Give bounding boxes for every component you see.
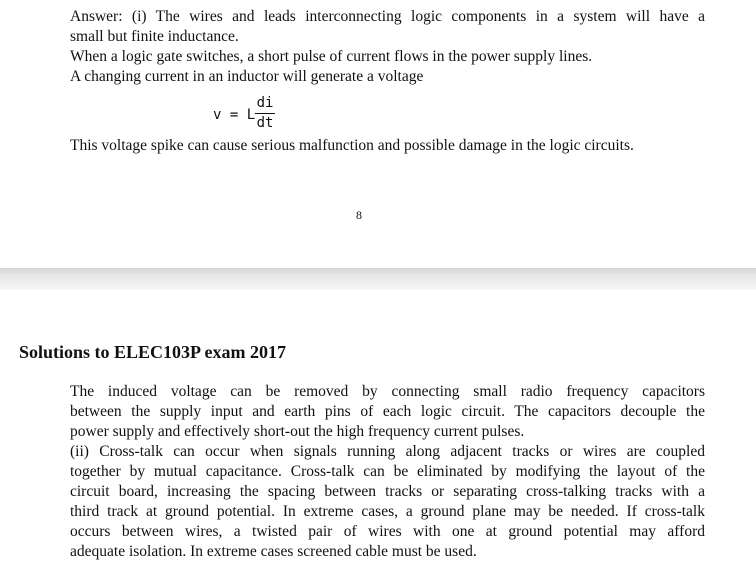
page-separator	[0, 268, 756, 290]
paragraph2-line-1: (ii) Cross-talk can occur when signals running along adjacent tracks or wires are coupled	[70, 443, 705, 460]
paragraph2-line-2: together by mutual capacitance. Cross-talk can be eliminated by modifying the layout of the	[70, 463, 705, 480]
formula-fraction	[255, 95, 275, 132]
page-heading: Solutions to ELEC103P exam 2017	[19, 342, 287, 362]
paragraph1-line-3: power supply and effectively short-out the high frequency current pulses.	[70, 423, 525, 440]
answer-line-1: Answer: (i) The wires and leads interconnecting logic components in a system will have a	[70, 8, 705, 25]
answer-line-3: When a logic gate switches, a short pulse of current flows in the power supply lines.	[70, 48, 593, 65]
answer-line-2: small but finite inductance.	[70, 28, 239, 45]
inductance-formula	[213, 95, 283, 139]
formula-denominator: dt	[256, 115, 274, 131]
answer-line-5: This voltage spike can cause serious malfunction and possible damage in the logic circuits.	[70, 137, 634, 154]
page-top	[0, 0, 756, 268]
paragraph1-line-2: between the supply input and earth pins of each logic circuit. The capacitors decouple the	[70, 403, 705, 420]
formula-lhs: v = L	[213, 107, 256, 123]
paragraph2-line-3: circuit board, increasing the spacing between tracks or separating cross-talking tracks with a	[70, 483, 705, 500]
answer-line-4: A changing current in an inductor will generate a voltage	[70, 68, 424, 85]
paragraph1-line-1: The induced voltage can be removed by connecting small radio frequency capacitors	[70, 383, 705, 400]
formula-numerator: di	[256, 95, 274, 111]
page-number: 8	[356, 208, 362, 222]
fraction-bar	[255, 113, 275, 114]
paragraph2-line-4: third track at ground potential. In extreme cases, a ground plane may be needed. If cross-talk	[70, 503, 705, 520]
paragraph2-line-5: occurs between wires, a twisted pair of wires with one at ground potential may afford	[70, 523, 705, 540]
paragraph2-line-6: adequate isolation. In extreme cases screened cable must be used.	[70, 543, 477, 560]
